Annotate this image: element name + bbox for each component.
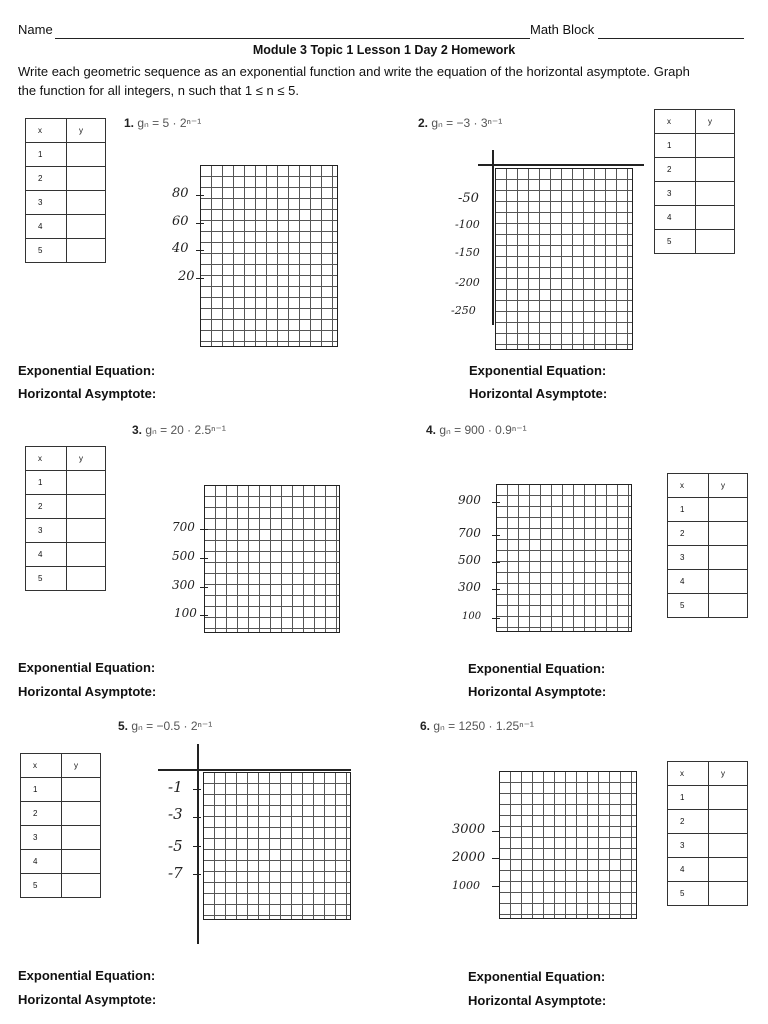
y-cell[interactable] (62, 850, 101, 874)
xy-table-5 (20, 753, 101, 898)
y-tick-label: 500 (458, 553, 481, 567)
y-cell[interactable] (67, 519, 106, 543)
problem-number: 6. (420, 719, 431, 733)
x-cell: 3 (668, 834, 709, 858)
y-cell[interactable] (62, 826, 101, 850)
graph-grid-1[interactable] (200, 165, 338, 347)
asymptote-label-6: Horizontal Asymptote: (468, 993, 607, 1008)
y-cell[interactable] (709, 546, 748, 570)
y-axis (197, 744, 199, 944)
y-cell[interactable] (696, 230, 735, 254)
y-cell[interactable] (67, 215, 106, 239)
problem-formula: gₙ = 1250 · 1.25ⁿ⁻¹ (433, 719, 534, 733)
problem-6-label (420, 719, 534, 733)
problem-4-label (426, 423, 527, 437)
x-cell: 4 (668, 570, 709, 594)
y-header: y (67, 447, 106, 471)
equation-label-2: Exponential Equation: (469, 363, 607, 378)
x-cell: 5 (668, 594, 709, 618)
y-tick-label: 100 (462, 611, 482, 622)
name-label: Name (18, 22, 53, 37)
math-block-label: Math Block (530, 22, 595, 37)
y-cell[interactable] (62, 778, 101, 802)
instructions (18, 62, 748, 100)
y-cell[interactable] (696, 158, 735, 182)
instructions-line-2: the function for all integers, n such that 1 ≤ n ≤ 5. (18, 83, 299, 98)
y-cell[interactable] (709, 810, 748, 834)
x-cell: 5 (26, 567, 67, 591)
y-cell[interactable] (709, 858, 748, 882)
y-tick-label: 500 (172, 549, 195, 563)
x-header: x (668, 474, 709, 498)
problem-formula: gₙ = 900 · 0.9ⁿ⁻¹ (439, 423, 527, 437)
x-cell: 4 (668, 858, 709, 882)
y-cell[interactable] (67, 191, 106, 215)
y-tick-label: 3000 (452, 822, 486, 837)
y-tick-label: 1000 (452, 879, 480, 892)
graph-grid-3[interactable] (204, 485, 340, 633)
y-tick-label: 700 (172, 520, 195, 534)
x-cell: 2 (668, 522, 709, 546)
y-cell[interactable] (696, 134, 735, 158)
problem-2-label (418, 116, 502, 130)
x-cell: 4 (26, 215, 67, 239)
graph-grid-2[interactable] (495, 168, 633, 350)
problem-5-label (118, 719, 212, 733)
y-tick-label: 2000 (452, 850, 486, 865)
asymptote-label-5: Horizontal Asymptote: (18, 992, 157, 1007)
math-block-line[interactable] (598, 38, 744, 39)
problem-formula: gₙ = −3 · 3ⁿ⁻¹ (431, 116, 503, 130)
x-cell: 2 (26, 495, 67, 519)
y-cell[interactable] (709, 498, 748, 522)
graph-grid-6[interactable] (499, 771, 637, 919)
y-tick-label: -100 (455, 218, 480, 231)
asymptote-label-4: Horizontal Asymptote: (468, 684, 607, 699)
y-tick-label: -150 (455, 246, 480, 259)
x-cell: 5 (21, 874, 62, 898)
x-axis (158, 769, 351, 771)
x-axis (478, 164, 644, 166)
problem-3-label (132, 423, 226, 437)
y-tick-label: 300 (172, 578, 195, 592)
y-tick-label: 40 (172, 241, 189, 256)
graph-grid-5[interactable] (203, 772, 351, 920)
equation-label-4: Exponential Equation: (468, 661, 606, 676)
x-cell: 3 (26, 519, 67, 543)
x-cell: 2 (668, 810, 709, 834)
y-cell[interactable] (709, 834, 748, 858)
name-line[interactable] (55, 38, 530, 39)
x-cell: 3 (26, 191, 67, 215)
x-header: x (668, 762, 709, 786)
y-cell[interactable] (67, 143, 106, 167)
x-cell: 1 (26, 471, 67, 495)
equation-label-6: Exponential Equation: (468, 969, 606, 984)
problem-number: 2. (418, 116, 429, 130)
y-tick-label: 100 (174, 606, 197, 620)
y-tick-label: 300 (458, 580, 481, 594)
graph-grid-4[interactable] (496, 484, 632, 632)
y-tick-label: -5 (168, 837, 183, 855)
y-tick-label: 80 (172, 186, 189, 201)
x-cell: 3 (668, 546, 709, 570)
y-tick-label: -50 (458, 191, 479, 206)
x-cell: 2 (26, 167, 67, 191)
page-title: Module 3 Topic 1 Lesson 1 Day 2 Homework (252, 43, 516, 57)
x-cell: 3 (21, 826, 62, 850)
equation-label-5: Exponential Equation: (18, 968, 156, 983)
y-tick-label: -7 (168, 864, 183, 882)
y-cell[interactable] (62, 802, 101, 826)
x-cell: 1 (668, 498, 709, 522)
xy-table-3 (25, 446, 106, 591)
y-cell[interactable] (709, 570, 748, 594)
x-cell: 2 (21, 802, 62, 826)
problem-number: 3. (132, 423, 143, 437)
y-tick-label: -250 (451, 304, 476, 317)
y-tick-label: 900 (458, 493, 481, 507)
problem-number: 4. (426, 423, 437, 437)
y-cell[interactable] (696, 206, 735, 230)
x-cell: 5 (668, 882, 709, 906)
y-header: y (62, 754, 101, 778)
y-header: y (67, 119, 106, 143)
problem-formula: gₙ = 5 · 2ⁿ⁻¹ (137, 116, 202, 130)
xy-table-2 (654, 109, 735, 254)
xy-table-4 (667, 473, 748, 618)
x-header: x (26, 119, 67, 143)
y-cell[interactable] (696, 182, 735, 206)
asymptote-label-2: Horizontal Asymptote: (469, 386, 608, 401)
y-cell[interactable] (67, 495, 106, 519)
problem-number: 5. (118, 719, 129, 733)
y-cell[interactable] (709, 786, 748, 810)
problem-formula: gₙ = −0.5 · 2ⁿ⁻¹ (131, 719, 213, 733)
y-header: y (696, 110, 735, 134)
x-cell: 1 (21, 778, 62, 802)
x-cell: 5 (26, 239, 67, 263)
x-cell: 4 (26, 543, 67, 567)
x-cell: 2 (655, 158, 696, 182)
xy-table-6 (667, 761, 748, 906)
problem-number: 1. (124, 116, 135, 130)
equation-label-3: Exponential Equation: (18, 660, 156, 675)
problem-formula: gₙ = 20 · 2.5ⁿ⁻¹ (145, 423, 226, 437)
y-cell[interactable] (67, 543, 106, 567)
x-cell: 1 (668, 786, 709, 810)
y-cell[interactable] (67, 567, 106, 591)
instructions-line-1: Write each geometric sequence as an exponential function and write the equation of the horizontal asymptote. Graph (18, 64, 690, 79)
equation-label-1: Exponential Equation: (18, 363, 156, 378)
y-cell[interactable] (67, 471, 106, 495)
y-header: y (709, 474, 748, 498)
x-cell: 1 (655, 134, 696, 158)
x-header: x (21, 754, 62, 778)
y-tick-label: 60 (172, 214, 189, 229)
x-cell: 4 (655, 206, 696, 230)
y-tick-label: 700 (458, 526, 481, 540)
y-cell[interactable] (67, 167, 106, 191)
asymptote-label-3: Horizontal Asymptote: (18, 684, 157, 699)
y-cell[interactable] (67, 239, 106, 263)
y-tick-label: 20 (178, 269, 195, 284)
xy-table-1 (25, 118, 106, 263)
y-axis (492, 150, 494, 325)
y-cell[interactable] (62, 874, 101, 898)
y-tick-label: -3 (168, 805, 183, 823)
y-header: y (709, 762, 748, 786)
x-cell: 4 (21, 850, 62, 874)
y-cell[interactable] (709, 522, 748, 546)
y-cell[interactable] (709, 882, 748, 906)
problem-1-label (124, 116, 201, 130)
x-header: x (655, 110, 696, 134)
asymptote-label-1: Horizontal Asymptote: (18, 386, 157, 401)
x-cell: 5 (655, 230, 696, 254)
x-cell: 3 (655, 182, 696, 206)
y-tick-label: -1 (168, 778, 183, 796)
x-cell: 1 (26, 143, 67, 167)
y-cell[interactable] (709, 594, 748, 618)
x-header: x (26, 447, 67, 471)
y-tick-label: -200 (455, 276, 480, 289)
